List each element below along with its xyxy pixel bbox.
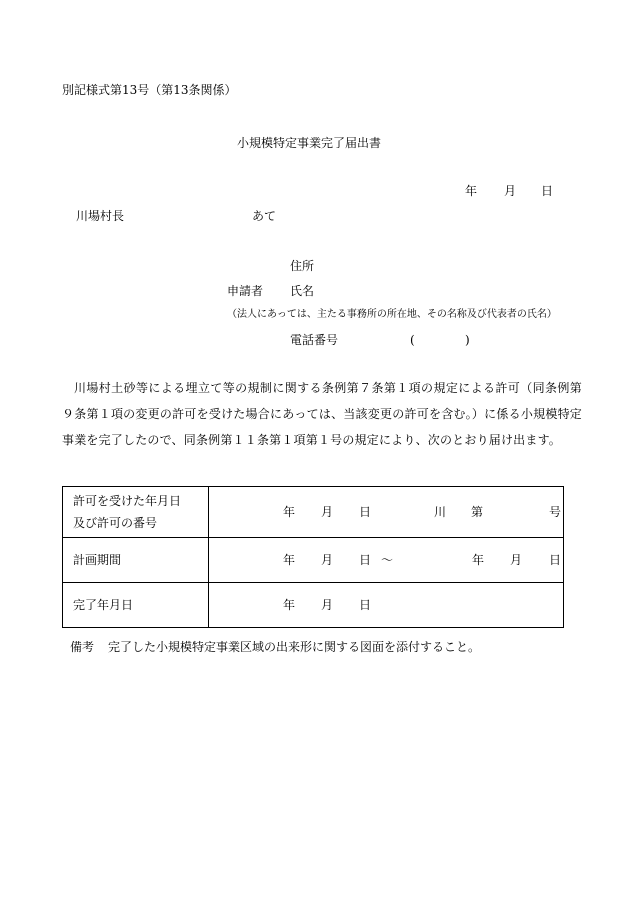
applicant-label: 申請者 xyxy=(227,284,264,298)
permit-label-cell xyxy=(63,487,209,538)
remarks-text: 完了した小規模特定事業区域の出来形に関する図面を添付すること。 xyxy=(108,640,481,654)
address-label: 住所 xyxy=(290,259,315,273)
table-row-period xyxy=(63,538,564,583)
table-row-permit xyxy=(63,487,564,538)
permit-label-line2: 及び許可の番号 xyxy=(73,516,158,530)
permit-year: 年 xyxy=(283,505,296,519)
permit-dai: 第 xyxy=(471,505,484,519)
completion-value-cell xyxy=(209,583,564,628)
corporation-note: （法人にあっては、主たる事務所の所在地、その名称及び代表者の氏名） xyxy=(227,309,557,320)
period-end-month: 月 xyxy=(510,553,523,567)
period-start-month: 月 xyxy=(321,553,334,567)
addressee-suffix: あて xyxy=(252,209,277,223)
phone-label: 電話番号 xyxy=(290,333,339,347)
table-row-completion xyxy=(63,583,564,628)
period-tilde: ～ xyxy=(381,553,394,567)
period-end-year: 年 xyxy=(472,553,485,567)
phone-close-paren: ) xyxy=(465,333,470,347)
completion-month: 月 xyxy=(321,598,334,612)
permit-month: 月 xyxy=(321,505,334,519)
permit-day: 日 xyxy=(359,505,372,519)
document-title: 小規模特定事業完了届出書 xyxy=(237,136,382,150)
name-label: 氏名 xyxy=(290,284,315,298)
period-value-cell xyxy=(209,538,564,583)
remarks-label: 備考 xyxy=(70,640,95,654)
permit-value-cell xyxy=(209,487,564,538)
phone-open-paren: ( xyxy=(410,333,415,347)
addressee-name: 川場村長 xyxy=(76,209,125,223)
info-table xyxy=(62,486,564,628)
permit-go: 号 xyxy=(549,505,562,519)
completion-label: 完了年月日 xyxy=(73,598,134,612)
completion-label-cell xyxy=(63,583,209,628)
completion-year: 年 xyxy=(283,598,296,612)
completion-day: 日 xyxy=(359,598,372,612)
permit-label-line1: 許可を受けた年月日 xyxy=(73,494,182,508)
form-number: 別記様式第13号（第13条関係） xyxy=(62,83,237,97)
period-label-cell xyxy=(63,538,209,583)
permit-prefix: 川 xyxy=(434,505,447,519)
period-label: 計画期間 xyxy=(73,553,122,567)
date-day-label: 日 xyxy=(541,184,554,198)
period-start-day: 日 xyxy=(359,553,372,567)
date-year-label: 年 xyxy=(465,184,478,198)
period-end-day: 日 xyxy=(549,553,562,567)
date-month-label: 月 xyxy=(504,184,517,198)
body-paragraph: 川場村土砂等による埋立て等の規制に関する条例第７条第１項の規定による許可（同条例第９条第１項の変更の許可を受けた場合にあっては、当該変更の許可を含む。）に係る小規模特定事業を完了したので、同条例第１１条第１項第１号の規定により、次のとおり届け出ます。 xyxy=(62,381,582,447)
period-start-year: 年 xyxy=(283,553,296,567)
